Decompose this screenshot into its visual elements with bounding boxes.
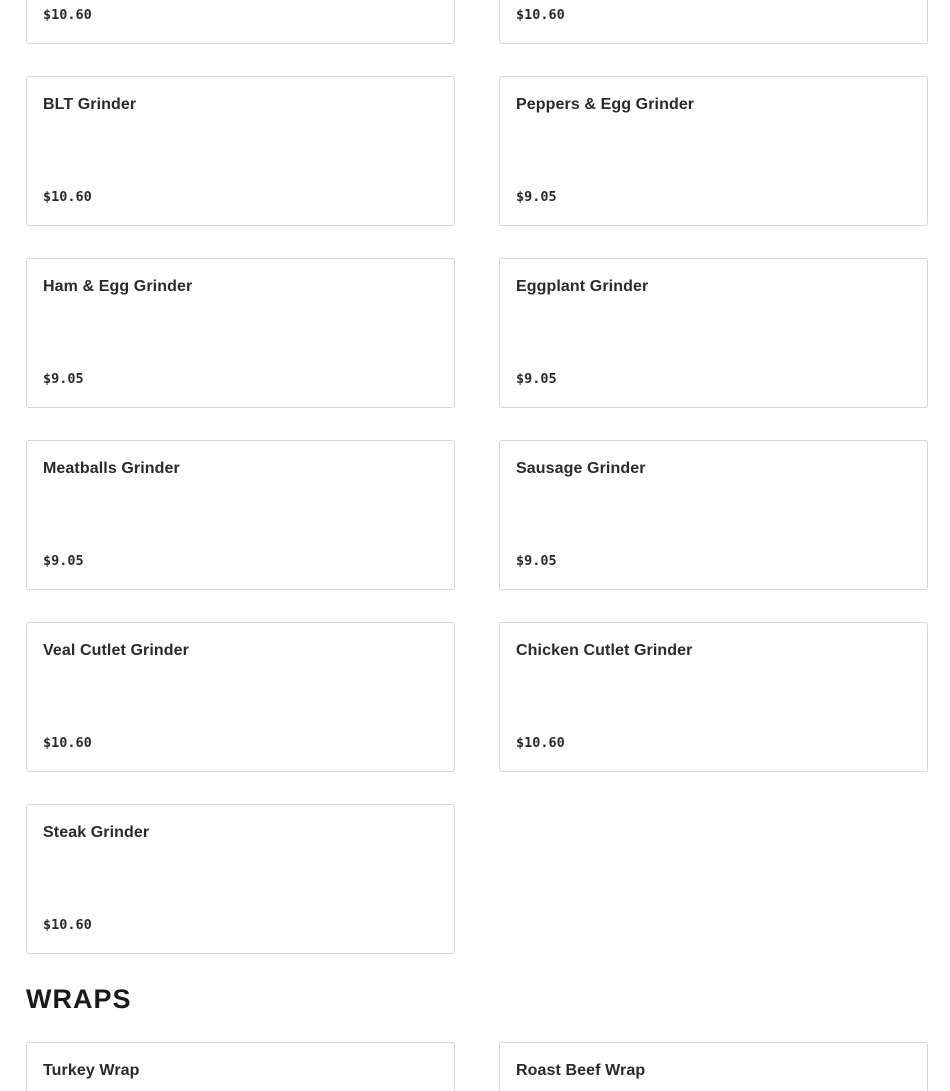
menu-item-card-veal-cutlet-grinder[interactable] [26,622,455,772]
menu-item-name: Chicken Cutlet Grinder [516,642,693,659]
menu-item-price: $10.60 [43,917,92,933]
menu-item-card[interactable] [499,0,928,44]
menu-item-card-chicken-cutlet-grinder[interactable] [499,622,928,772]
menu-item-price: $9.05 [516,553,557,569]
menu-item-card-sausage-grinder[interactable] [499,440,928,590]
menu-item-price: $10.60 [516,735,565,751]
menu-item-card-ham-egg-grinder[interactable] [26,258,455,408]
menu-item-card-peppers-egg-grinder[interactable] [499,76,928,226]
menu-item-card-eggplant-grinder[interactable] [499,258,928,408]
menu-item-card-blt-grinder[interactable] [26,76,455,226]
menu-item-name: Roast Beef Wrap [516,1062,646,1079]
menu-item-name: Turkey Wrap [43,1062,140,1079]
menu-item-card-meatballs-grinder[interactable] [26,440,455,590]
menu-item-card-roast-beef-wrap[interactable] [499,1042,928,1091]
menu-item-name: Peppers & Egg Grinder [516,96,695,113]
menu-item-card[interactable] [26,0,455,44]
menu-item-price: $9.05 [516,371,557,387]
menu-item-name: Steak Grinder [43,824,150,841]
menu-item-price: $10.60 [43,7,92,23]
menu-item-name: Ham & Egg Grinder [43,278,193,295]
menu-item-name: BLT Grinder [43,96,137,113]
menu-item-price: $9.05 [43,553,84,569]
menu-item-card-steak-grinder[interactable] [26,804,455,954]
menu-item-price: $10.60 [43,735,92,751]
menu-item-name: Veal Cutlet Grinder [43,642,189,659]
menu-item-name: Meatballs Grinder [43,460,180,477]
menu-item-price: $10.60 [516,7,565,23]
menu-item-name: Sausage Grinder [516,460,646,477]
menu-item-card-turkey-wrap[interactable] [26,1042,455,1091]
menu-item-price: $9.05 [43,371,84,387]
menu-item-name: Eggplant Grinder [516,278,649,295]
menu-item-price: $10.60 [43,189,92,205]
section-title-wraps: WRAPS [26,984,132,1014]
menu-item-price: $9.05 [516,189,557,205]
